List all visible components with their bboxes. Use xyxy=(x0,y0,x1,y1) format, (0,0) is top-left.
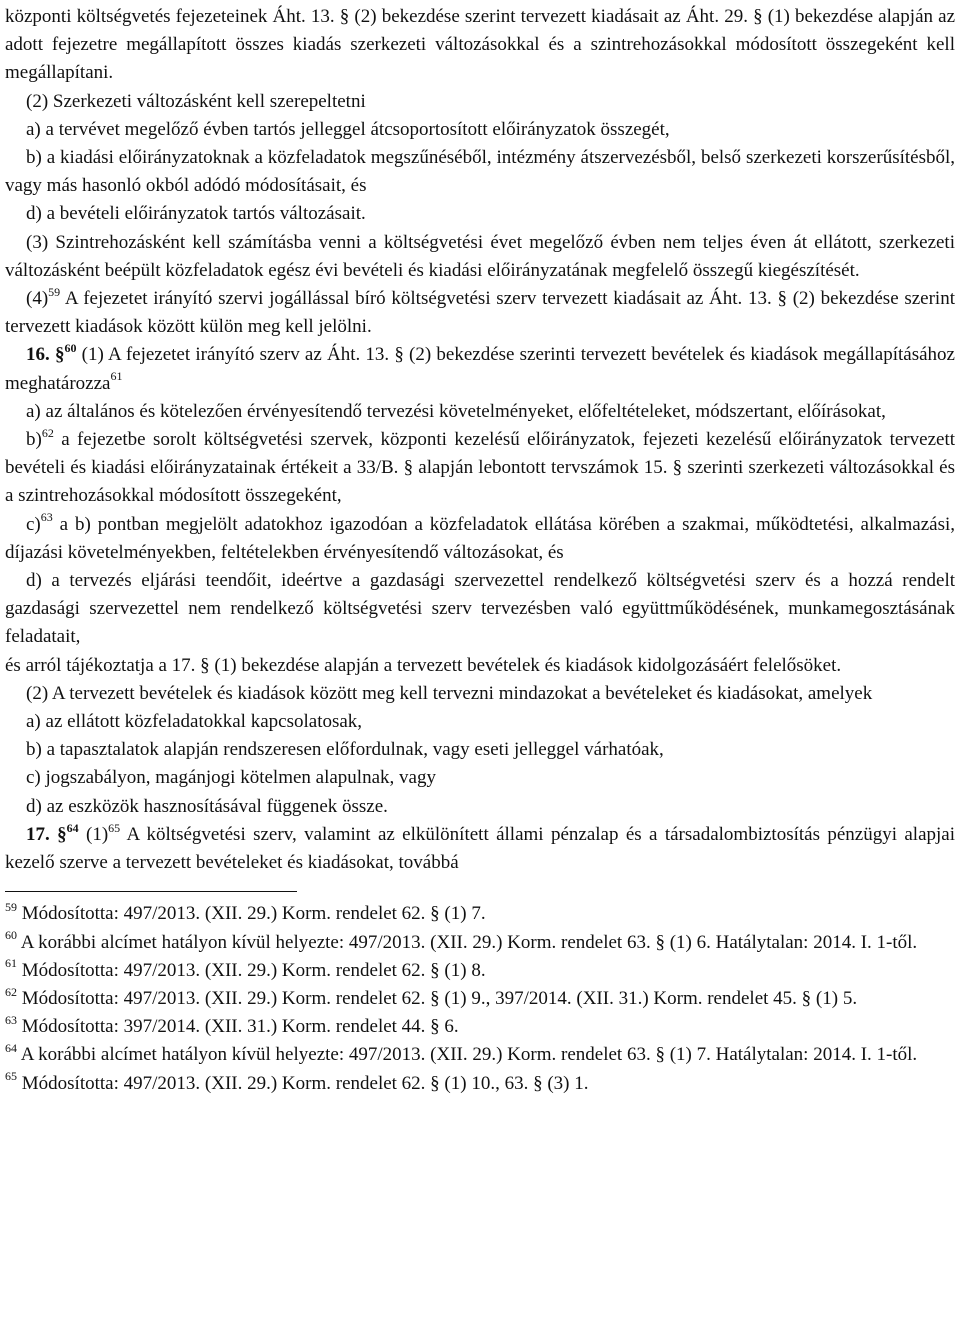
footnote-number: 62 xyxy=(5,984,17,999)
footnote-number: 61 xyxy=(5,956,17,971)
section-16-1 xyxy=(5,341,955,397)
paragraph-number: (1) xyxy=(78,823,109,845)
footnote-text: Módosította: 497/2013. (XII. 29.) Korm. rendelet 62. § (1) 9., 397/2014. (XII. 31.) Korm. rendelet 45. § (1) 5. xyxy=(17,987,858,1009)
item-text: a fejezetbe sorolt költségvetési szervek, központi kezelésű előirányzatok, fejezeti kezelésű előirányzatok tervezett bevételi és kiadási előirányzatainak értékeit a 33/B. § alapján lebontott tervszámok 15. § szerinti szerkezeti változásokkal és a szintrehozásokkal módosított összegeként, xyxy=(5,429,955,507)
section-16-2: (2) A tervezett bevételek és kiadások között meg kell tervezni mindazokat a bevételeket és kiadásokat, amelyek xyxy=(26,682,873,704)
item-text: a b) pontban megjelölt adatokhoz igazodóan a közfeladatok ellátása körében a szakmai, működtetési, alkalmazási, díjazási követelményekben, feltételekben érvényesítendő változásokat, és xyxy=(5,513,955,563)
paragraph-continuation: központi költségvetés fejezeteinek Áht. 13. § (2) bekezdése szerint tervezett kiadásait az Áht. 29. § (1) bekezdése alapján az adott fejezetre megállapított összes kiadás szerkezeti változásokkal és a szintrehozásokkal módosított összegeként kell megállapítani. xyxy=(5,6,955,84)
footnote-65 xyxy=(5,1070,955,1098)
footnote-number: 63 xyxy=(5,1012,17,1027)
footnotes xyxy=(5,900,955,1097)
footnote-ref-63[interactable]: 63 xyxy=(40,510,53,525)
section-text: (1) A fejezetet irányító szerv az Áht. 13. § (2) bekezdése szerinti tervezett bevételek és kiadások megállapításához meghatározza xyxy=(5,344,955,394)
footnote-63 xyxy=(5,1013,955,1041)
item-letter: b) xyxy=(26,429,42,451)
main-text xyxy=(5,3,955,877)
list-item-16-2-a: a) az ellátott közfeladatokkal kapcsolatosak, xyxy=(26,711,363,733)
section-text: A költségvetési szerv, valamint az elkülönített állami pénzalap és a társadalombiztosítás pénzügyi alapjai kezelő szerve a tervezett bevételeket és kiadásokat, továbbá xyxy=(5,823,955,874)
paragraph-15-2: (2) Szerkezeti változásként kell szerepeltetni xyxy=(26,90,366,112)
section-17-1 xyxy=(5,821,955,877)
section-number-17: 17. § xyxy=(26,823,67,845)
list-item-16-1-d: d) a tervezés eljárási teendőit, ideértve a gazdasági szervezettel rendelkező költségvetési szerv és a hozzá rendelt gazdasági szervezettel nem rendelkező költségvetési szerv tervezésben való együttműködésének, munkamegosztásának feladatait, xyxy=(5,570,955,648)
footnote-ref-64[interactable]: 64 xyxy=(66,820,79,835)
footnote-number: 64 xyxy=(5,1040,17,1055)
paragraph-text: A fejezetet irányító szervi jogállással bíró költségvetési szerv tervezett kiadásait az Áht. 13. § (2) bekezdése szerint tervezett kiadások között külön meg kell jelölni. xyxy=(5,288,955,338)
list-item-16-2-b: b) a tapasztalatok alapján rendszeresen előfordulnak, vagy eseti jelleggel várhatóak, xyxy=(26,739,664,761)
footnote-text: A korábbi alcímet hatályon kívül helyezte: 497/2013. (XII. 29.) Korm. rendelet 63. § (1) 7. Hatálytalan: 2014. I. 1-től. xyxy=(17,1044,918,1066)
footnote-61 xyxy=(5,957,955,985)
footnote-62 xyxy=(5,985,955,1013)
footnote-59 xyxy=(5,900,955,928)
footnote-text: Módosította: 497/2013. (XII. 29.) Korm. rendelet 62. § (1) 10., 63. § (3) 1. xyxy=(17,1072,589,1094)
list-item-16-1-c xyxy=(5,511,955,567)
footnote-ref-65[interactable]: 65 xyxy=(108,820,121,835)
list-item-15-2-a: a) a tervévet megelőző évben tartós jelleggel átcsoportosított előirányzatok összegét, xyxy=(26,118,670,140)
footnote-ref-62[interactable]: 62 xyxy=(41,425,54,440)
list-item-16-1-a: a) az általános és kötelezően érvényesítendő tervezési követelményeket, előfeltételeket, módszertant, előírásokat, xyxy=(26,400,886,422)
footnote-64 xyxy=(5,1041,955,1069)
list-item-16-1-b xyxy=(5,426,955,511)
list-item-15-2-b: b) a kiadási előirányzatoknak a közfeladatok megszűnéséből, intézmény átszervezésből, belső szerkezeti korszerűsítésből, vagy más hasonló okból adódó módosításait, és xyxy=(5,147,955,197)
list-item-16-2-c: c) jogszabályon, magánjogi kötelmen alapulnak, vagy xyxy=(26,767,436,789)
footnote-divider xyxy=(5,891,297,892)
paragraph-15-4 xyxy=(5,285,955,341)
paragraph-15-3: (3) Szintrehozásként kell számításba venni a költségvetési évet megelőző évben nem teljes éven át ellátott, szerkezeti változásként beépült közfeladatok egész évi bevételi és kiadási előirányzatának megfelelő összegű kiegészítését. xyxy=(5,231,955,281)
footnote-ref-60[interactable]: 60 xyxy=(64,341,77,356)
footnote-60 xyxy=(5,929,955,957)
footnote-number: 65 xyxy=(5,1069,17,1084)
footnote-text: A korábbi alcímet hatályon kívül helyezte: 497/2013. (XII. 29.) Korm. rendelet 63. § (1) 6. Hatálytalan: 2014. I. 1-től. xyxy=(17,931,918,953)
footnote-ref-61[interactable]: 61 xyxy=(110,369,123,384)
item-letter: c) xyxy=(26,513,41,535)
section-number-16: 16. § xyxy=(26,344,65,366)
footnote-number: 59 xyxy=(5,899,17,914)
footnote-text: Módosította: 497/2013. (XII. 29.) Korm. rendelet 62. § (1) 7. xyxy=(17,903,486,925)
footnote-number: 60 xyxy=(5,928,17,943)
list-item-16-2-d: d) az eszközök hasznosításával függenek össze. xyxy=(26,795,388,817)
section-16-1-tail: és arról tájékoztatja a 17. § (1) bekezdése alapján a tervezett bevételek és kiadások kidolgozásáért felelősöket. xyxy=(5,654,842,676)
footnote-ref-59[interactable]: 59 xyxy=(48,284,61,299)
footnote-text: Módosította: 397/2014. (XII. 31.) Korm. rendelet 44. § 6. xyxy=(17,1016,459,1038)
list-item-15-2-d: d) a bevételi előirányzatok tartós változásait. xyxy=(26,203,366,225)
paragraph-number: (4) xyxy=(26,288,49,310)
footnote-text: Módosította: 497/2013. (XII. 29.) Korm. rendelet 62. § (1) 8. xyxy=(17,959,486,981)
